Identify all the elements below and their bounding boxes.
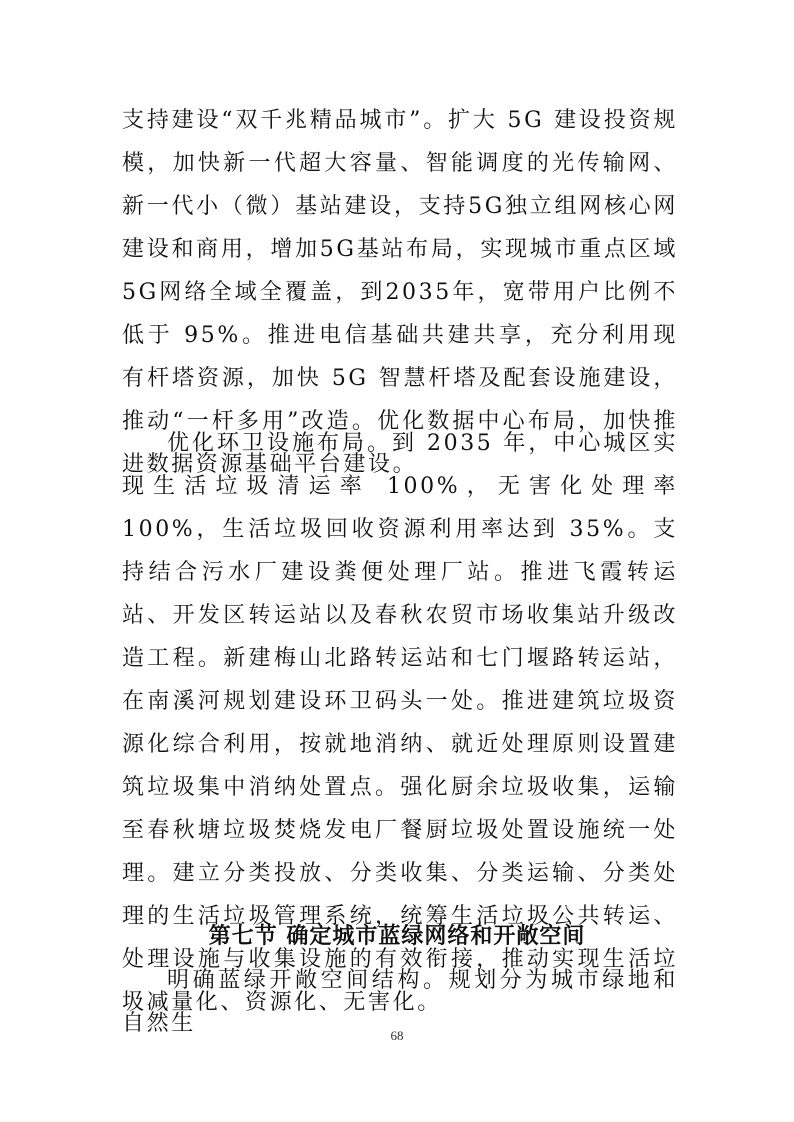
body-paragraph-telecom: 支持建设“双千兆精品城市”。扩大 5G 建设投资规模，加快新一代超大容量、智能调度的光传输网、新一代小（微）基站建设，支持5G独立组网核心网建设和商用，增加5G基站布局，实现城市重点区域5G网络全域全覆盖，到2035年，宽带用户比例不低于 95%。推进电信基础共建共享，充分利用现有杆塔资源，加快 5G 智慧杆塔及配套设施建设，推动“一杆多用”改造。优化数据中心布局，加快推进数据资源基础平台建设。 [122,108,678,477]
paragraph-text-green-space: 规划分为城市绿地和自然生 [122,968,678,1036]
paragraph-text-sanitation: 到 2035 年，中心城区实现生活垃圾清运率 100%，无害化处理率 100%，生活垃圾回收资源利用率达到 35%。支持结合污水厂建设粪便处理厂站。推进飞霞转运站、开发区转运站以及春秋农贸市场收集站升级改造工程。新建梅山北路转运站和七门堰路转运站，在南溪河规划建设环卫码头一处。推进建筑垃圾资源化综合利用，按就地消纳、就近处理原则设置建筑垃圾集中消纳处置点。强化厨余垃圾收集，运输至春秋塘垃圾焚烧发电厂餐厨垃圾处置设施统一处理。建立分类投放、分类收集、分类运输、分类处理的生活垃圾管理系统，统筹生活垃圾公共转运、处理设施与收集设施的有效衔接，推动实现生活垃圾减量化、资源化、无害化。 [122,431,678,1015]
paragraph-lead-sanitation: 优化环卫设施布局。 [167,431,393,456]
paragraph-lead-green-space: 明确蓝绿开敞空间结构。 [167,968,449,993]
page-number: 68 [390,1028,404,1043]
section-heading: 第七节 确定城市蓝绿网络和开敞空间 [208,924,586,949]
